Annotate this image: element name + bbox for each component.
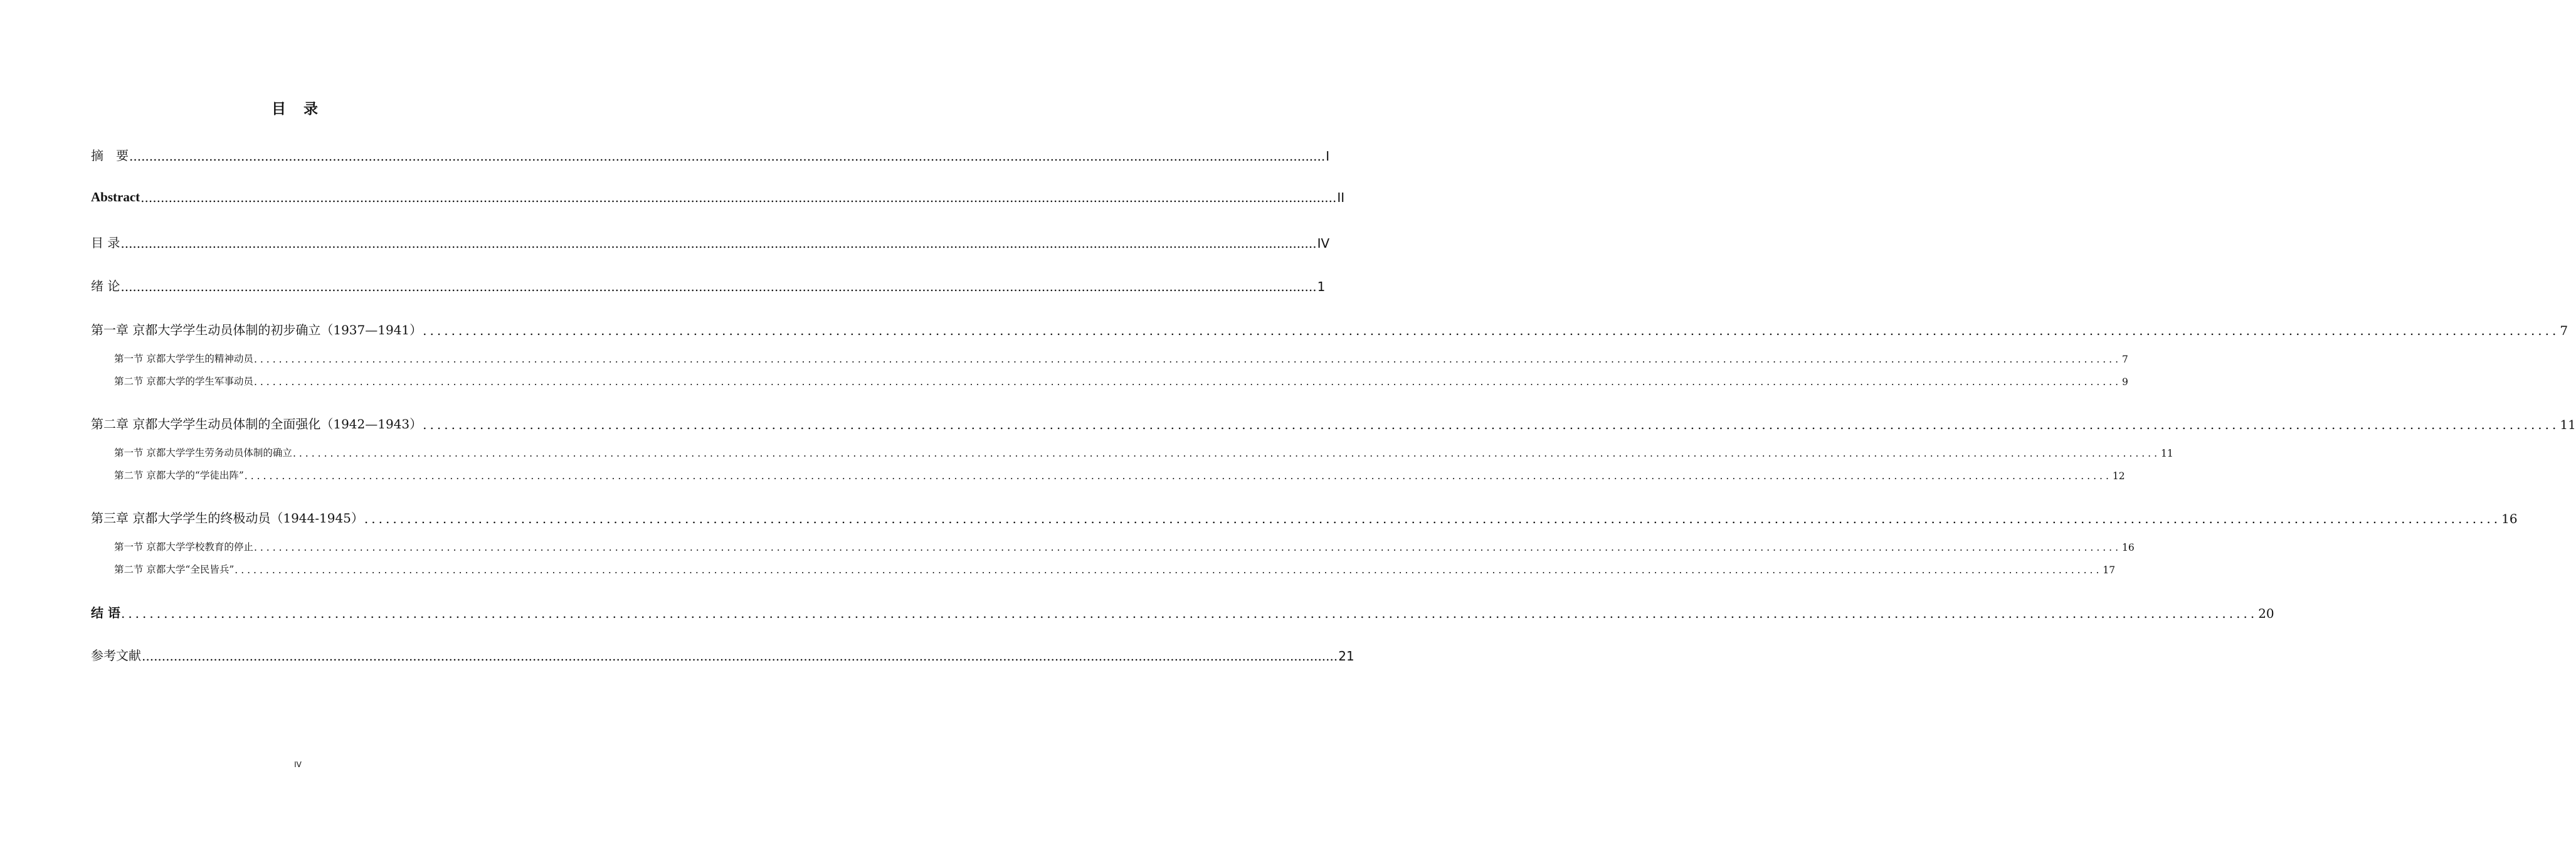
dot-leader: ............................................................................................................................................................................................................................................................................................................ (423, 417, 2560, 432)
toc-entry-chapter-2-section-1[interactable] (114, 445, 2173, 459)
toc-entry-page: I (1326, 149, 1330, 164)
toc-entry-page: 16 (2122, 542, 2135, 553)
toc-entry-label: 目 录 (91, 235, 120, 250)
toc-entry-label: 第一节 京都大学学生的精神动员 (114, 353, 253, 364)
toc-entry-references[interactable] (91, 645, 1354, 664)
dot-leader: ............................................................................................................................................................................................................................................................................................................ (235, 565, 2103, 576)
toc-entry-page: 20 (2258, 606, 2274, 621)
toc-entry-page: 16 (2501, 511, 2518, 526)
toc-entry-chapter-1-section-2[interactable] (114, 374, 2128, 388)
toc-entry-label: 第一节 京都大学学校教育的停止 (114, 541, 253, 553)
toc-entry-label: 第一节 京都大学学生劳务动员体制的确立 (114, 447, 292, 459)
dot-leader: ............................................................................................................................................................................................................................................................................................................ (364, 511, 2501, 526)
dot-leader: ............................................................................................................................................................................................................................................................................................................ (120, 606, 2258, 621)
dot-leader: ............................................................................................................................................................................................................................................................................................................ (423, 323, 2560, 338)
dot-leader: ............................................................................................................................................................................................................................................................................................................ (120, 236, 1317, 251)
toc-entry-label: 摘 要 (91, 148, 129, 163)
toc-entry-page: II (1337, 190, 1345, 205)
toc-title: 目 录 (271, 101, 324, 117)
toc-entry-label: 参考文献 (91, 648, 141, 663)
dot-leader: ............................................................................................................................................................................................................................................................................................................ (120, 279, 1317, 294)
toc-entry-chapter-2[interactable] (91, 414, 2576, 432)
toc-entry-chapter-3-section-1[interactable] (114, 539, 2135, 553)
toc-entry-abstract-en[interactable] (91, 189, 1345, 205)
toc-entry-page: 7 (2560, 323, 2568, 338)
toc-entry-page: 21 (1338, 649, 1354, 664)
toc-entry-chapter-1[interactable] (91, 320, 2568, 338)
toc-entry-page: 11 (2161, 448, 2173, 459)
toc-entry-chapter-2-section-2[interactable] (114, 468, 2125, 482)
toc-entry-chapter-3-section-2[interactable] (114, 562, 2116, 576)
toc-entry-conclusion[interactable] (91, 603, 2274, 621)
toc-entry-page: IV (1317, 236, 1330, 251)
toc-entry-page: 9 (2122, 376, 2128, 388)
toc-entry-label: 第三章 京都大学学生的终极动员（1944-1945） (91, 511, 364, 526)
toc-entry-chapter-3[interactable] (91, 508, 2518, 526)
dot-leader: ............................................................................................................................................................................................................................................................................................................ (292, 448, 2161, 459)
dot-leader: ............................................................................................................................................................................................................................................................................................................ (253, 542, 2122, 553)
dot-leader: ............................................................................................................................................................................................................................................................................................................ (142, 649, 1338, 664)
dot-leader: ............................................................................................................................................................................................................................................................................................................ (140, 190, 1337, 205)
toc-entry-label: 第二节 京都大学的“学徒出阵” (114, 470, 244, 481)
toc-entry-label: Abstract (91, 189, 140, 204)
dot-leader: ............................................................................................................................................................................................................................................................................................................ (253, 354, 2122, 365)
toc-entry-label: 第二章 京都大学学生动员体制的全面强化（1942—1943） (91, 416, 423, 432)
toc-entry-contents[interactable] (91, 233, 1330, 251)
page-number: IV (294, 760, 302, 769)
toc-entry-page: 7 (2122, 354, 2128, 365)
toc-entry-label: 结 语 (91, 605, 120, 620)
toc-entry-introduction[interactable] (91, 276, 1326, 294)
toc-entry-abstract-cn[interactable] (91, 146, 1330, 164)
toc-entry-label: 第二节 京都大学的学生军事动员 (114, 376, 253, 387)
toc-entry-page: 11 (2560, 417, 2576, 432)
toc-entry-label: 第一章 京都大学学生动员体制的初步确立（1937—1941） (91, 322, 423, 337)
toc-entry-chapter-1-section-1[interactable] (114, 351, 2128, 365)
dot-leader: ............................................................................................................................................................................................................................................................................................................ (129, 149, 1326, 164)
toc-entry-label: 第二节 京都大学“全民皆兵” (114, 564, 235, 575)
toc-entry-page: 12 (2112, 470, 2125, 482)
dot-leader: ............................................................................................................................................................................................................................................................................................................ (244, 470, 2112, 482)
dot-leader: ............................................................................................................................................................................................................................................................................................................ (253, 376, 2122, 388)
toc-entry-label: 绪 论 (91, 278, 120, 294)
toc-entry-page: 17 (2103, 565, 2116, 576)
toc-entry-page: 1 (1317, 279, 1326, 294)
